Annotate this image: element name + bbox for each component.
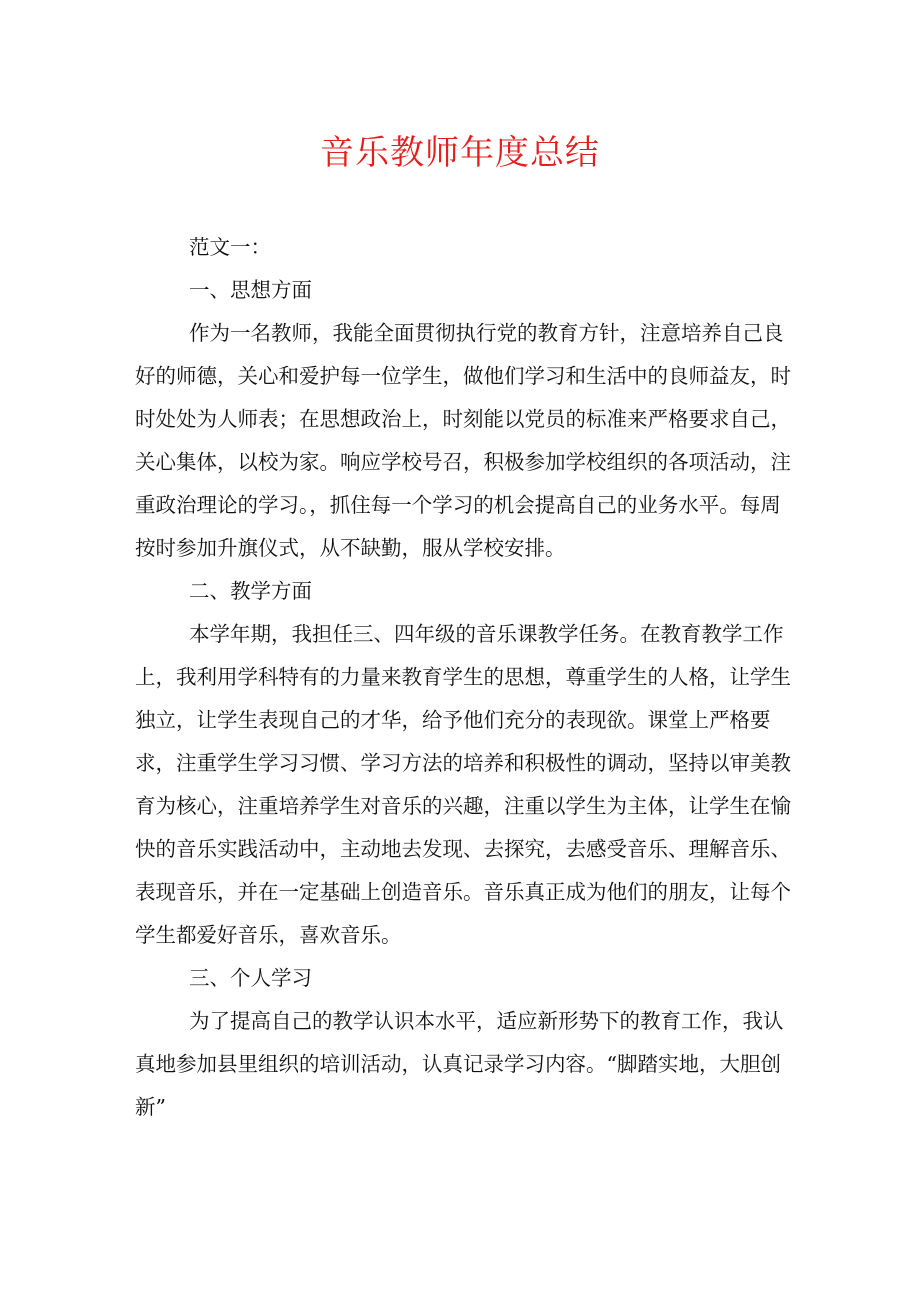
- heading-personal-study: 三、个人学习: [189, 966, 312, 990]
- paragraph-personal-study: 为了提高自己的教学认识本水平，适应新形势下的教育工作，我认真地参加县里组织的培训活动，认真记录学习内容。“脚踏实地，大胆创新”: [135, 1009, 784, 1119]
- document-body: [135, 226, 800, 1129]
- paragraph-ideology: 作为一名教师，我能全面贯彻执行党的教育方针，注意培养自己良好的师德，关心和爱护每一位学生，做他们学习和生活中的良师益友，时时处处为人师表；在思想政治上，时刻能以党员的标准来严格要求自己，关心集体，以校为家。响应学校号召，积极参加学校组织的各项活动，注重政治理论的学习。，抓住每一个学习的机会提高自己的业务水平。每周按时参加升旗仪式，从不缺勤，服从学校安排。: [135, 321, 791, 560]
- heading-teaching: 二、教学方面: [189, 579, 312, 603]
- document-title: 音乐教师年度总结: [320, 133, 600, 173]
- section-label-sample-one: 范文一：: [189, 235, 271, 259]
- heading-ideology: 一、思想方面: [189, 278, 312, 302]
- paragraph-teaching: 本学年期，我担任三、四年级的音乐课教学任务。在教育教学工作上，我利用学科特有的力量来教育学生的思想，尊重学生的人格，让学生独立，让学生表现自己的才华，给予他们充分的表现欲。课堂上严格要求，注重学生学习习惯、学习方法的培养和积极性的调动，坚持以审美教育为核心，注重培养学生对音乐的兴趣，注重以学生为主体，让学生在愉快的音乐实践活动中，主动地去发现、去探究，去感受音乐、理解音乐、表现音乐，并在一定基础上创造音乐。音乐真正成为他们的朋友，让每个学生都爱好音乐，喜欢音乐。: [135, 622, 791, 947]
